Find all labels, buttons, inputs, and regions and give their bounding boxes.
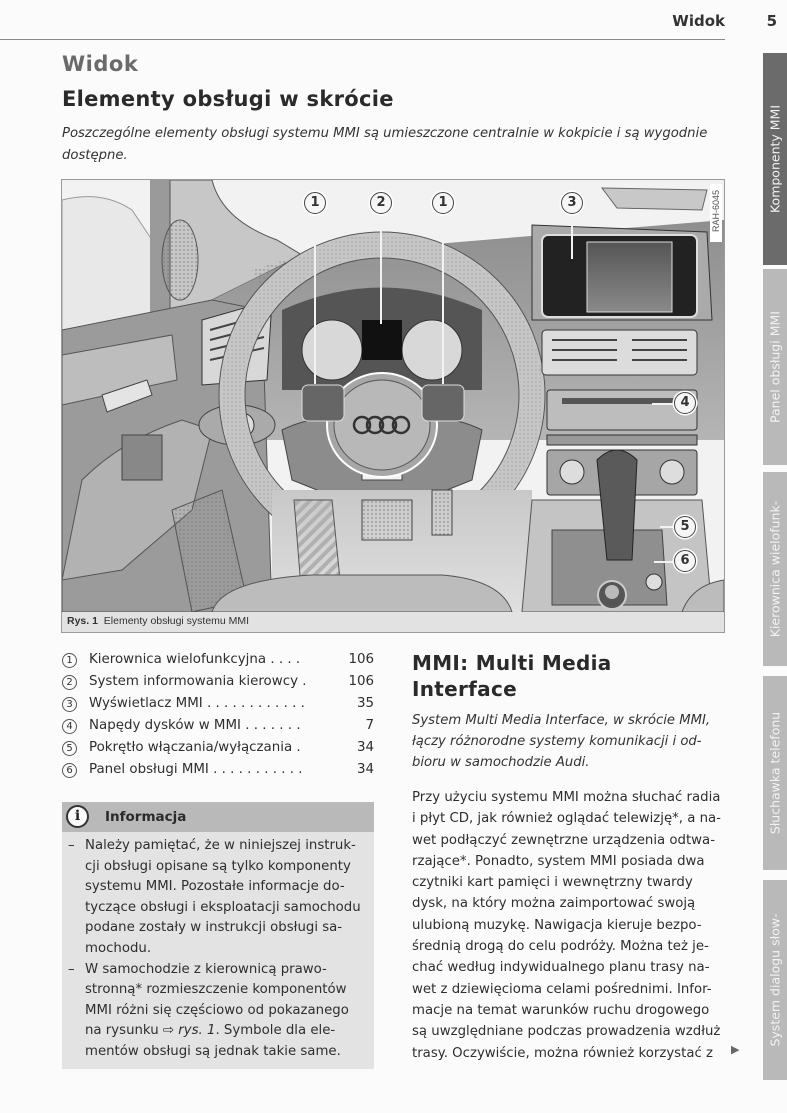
callout-3: 3 (561, 192, 583, 214)
callout-4: 4 (674, 392, 696, 414)
info-item: – Należy pamiętać, że w niniejszej instruk- cji obsługi opisane są tylko komponenty systemu MMI. Pozostałe informacje do- tyczące obsługi i eksploatacji samochodu podane zostały w instrukcji obsługi sa- mochodu. (68, 838, 361, 956)
callout-6: 6 (674, 550, 696, 572)
legend-number: 5 (62, 741, 77, 756)
section-lead: System Multi Media Interface, w skrócie MMI, łączy różnorodne systemy komunikacji i od- bioru w samochodzie Audi. (412, 713, 711, 770)
running-head-section: Widok (672, 12, 725, 30)
legend-label: System informowania kierowcy . (89, 674, 307, 689)
legend-page-ref[interactable]: 34 (356, 740, 374, 755)
legend-label: Kierownica wielofunkcyjna . . . . (89, 652, 301, 667)
thumb-tab-komponenty-mmi[interactable]: Komponenty MMI (763, 53, 787, 265)
legend-number: 6 (62, 763, 77, 778)
legend-item (62, 739, 374, 761)
cockpit-illustration (62, 180, 724, 612)
callout-1-left: 1 (304, 192, 326, 214)
legend-item (62, 761, 374, 783)
legend-item (62, 673, 374, 695)
figure-reference-link[interactable]: rys. 1 (178, 1023, 216, 1039)
leader-line-1a (314, 214, 316, 384)
dash-bullet: – (68, 961, 75, 977)
legend-number: 4 (62, 719, 77, 734)
legend-number: 3 (62, 697, 77, 712)
legend-page-ref[interactable]: 34 (356, 762, 374, 777)
legend-item (62, 717, 374, 739)
continue-arrow-icon: ▶ (731, 1043, 740, 1056)
figure-legend (62, 651, 374, 783)
legend-number: 2 (62, 675, 77, 690)
reference-arrow-icon: ⇨ (162, 1023, 175, 1039)
page-number: 5 (766, 12, 777, 30)
page-title: Elementy obsługi w skrócie (62, 87, 394, 111)
thumb-tab-sluchawka[interactable]: Słuchawka telefonu (763, 676, 787, 870)
leader-line-2 (380, 214, 382, 324)
callout-5: 5 (674, 516, 696, 538)
leader-line-4 (652, 403, 676, 405)
running-head (0, 8, 787, 38)
thumb-tab-kierownica[interactable]: Kierownica wielofunk- (763, 472, 787, 666)
legend-number: 1 (62, 653, 77, 668)
figure-cockpit (61, 179, 725, 633)
legend-label: Napędy dysków w MMI . . . . . . . (89, 718, 301, 733)
section-body: Przy użyciu systemu MMI można słuchać radia i płyt CD, jak również oglądać telewizję*, a na- wet podłączyć zewnętrzne urządzenia odtwa- rzające*. Ponadto, system MMI posiada dwa czytniki kart pamięci i wewnętrzny twardy dysk, na który można zaimportować swoją ulubioną muzykę. Nawigacja kieruje bezpo- średnią drogą do celu podróży. Można też je- chać według indywidualnego planu trasy na- wet z dziewięcioma celami pośrednimi. Infor- macje na temat warunków ruchu drogowego są uwzględniane podczas prowadzenia wzdłuż trasy. Oczywiście, można również korzystać z (412, 790, 721, 1061)
info-box-header (62, 802, 374, 832)
legend-page-ref[interactable]: 35 (356, 696, 374, 711)
legend-item (62, 695, 374, 717)
info-box-title: Informacja (105, 809, 187, 825)
leader-line-1b (442, 214, 444, 384)
callout-2: 2 (370, 192, 392, 214)
thumb-index (763, 0, 787, 1113)
callout-1-right: 1 (432, 192, 454, 214)
info-box-body (62, 832, 374, 1063)
leader-line-3 (571, 214, 573, 259)
legend-page-ref[interactable]: 106 (348, 652, 374, 667)
legend-label: Pokrętło włączania/wyłączania . (89, 740, 301, 755)
caption-text: Elementy obsługi systemu MMI (103, 615, 250, 627)
info-item: – W samochodzie z kierownicą prawo- stronną* rozmieszczenie komponentów MMI różni się częściowo od pokazanego na rysunku ⇨ rys. 1. Symbole dla ele- mentów obsługi są jednak takie same. (68, 961, 349, 1059)
figure-caption (62, 612, 724, 632)
caption-label: Rys. 1 (67, 615, 98, 627)
info-icon: i (66, 805, 89, 828)
legend-label: Wyświetlacz MMI . . . . . . . . . . . . (89, 696, 305, 711)
dash-bullet: – (68, 838, 75, 853)
legend-page-ref[interactable]: 106 (348, 674, 374, 689)
thumb-tab-system-dialogu[interactable]: System dialogu słow- (763, 880, 787, 1080)
header-rule (0, 39, 725, 40)
legend-page-ref[interactable]: 7 (365, 718, 374, 733)
leader-line-6 (654, 561, 676, 563)
legend-item (62, 651, 374, 673)
section-title: MMI: Multi Media Interface (412, 651, 612, 701)
figure-code-label: RAH-6045 (710, 184, 722, 242)
chapter-title: Widok (62, 52, 139, 76)
legend-label: Panel obsługi MMI . . . . . . . . . . . (89, 762, 303, 777)
intro-lead: Poszczególne elementy obsługi systemu MMI są umieszczone centralnie w kokpicie i są wygodnie dostępne. (62, 126, 708, 163)
thumb-tab-panel-obslugi[interactable]: Panel obsługi MMI (763, 269, 787, 465)
info-box (62, 802, 374, 1069)
